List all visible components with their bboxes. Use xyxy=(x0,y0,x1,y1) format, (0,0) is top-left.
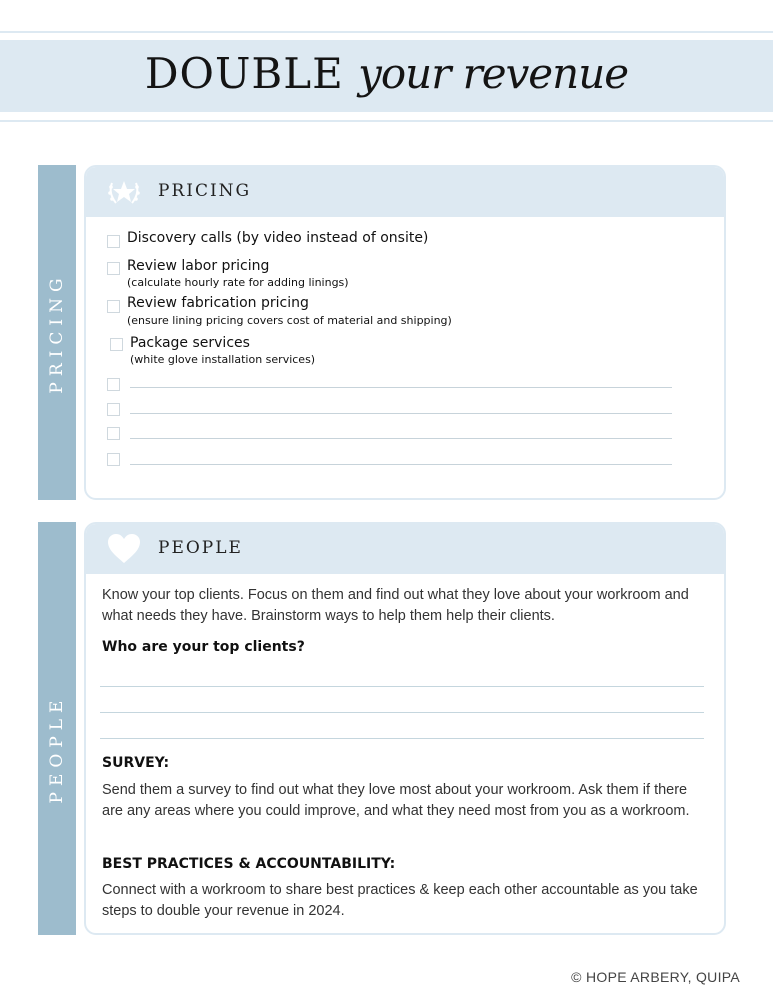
checkbox-discovery[interactable] xyxy=(107,235,120,248)
heart-icon xyxy=(106,532,142,566)
item-labor-sub: (calculate hourly rate for adding linings) xyxy=(127,276,349,289)
item-fabrication-sub: (ensure lining pricing covers cost of material and shipping) xyxy=(127,314,452,327)
title-italic: your revenue xyxy=(358,49,629,98)
item-package-sub: (white glove installation services) xyxy=(130,353,316,366)
pricing-side-bar xyxy=(38,165,76,500)
pricing-heading: PRICING xyxy=(158,181,252,201)
best-practices-label: BEST PRACTICES & ACCOUNTABILITY: xyxy=(102,856,396,872)
checkbox-fabrication[interactable] xyxy=(107,300,120,313)
people-side-label: PEOPLE xyxy=(47,694,67,804)
blank-line-3[interactable] xyxy=(130,438,672,439)
checkbox-blank-3[interactable] xyxy=(107,427,120,440)
checkbox-blank-2[interactable] xyxy=(107,403,120,416)
write-line-3[interactable] xyxy=(100,738,704,739)
checkbox-blank-4[interactable] xyxy=(107,453,120,466)
blank-line-1[interactable] xyxy=(130,387,672,388)
top-clients-question: Who are your top clients? xyxy=(102,639,305,655)
top-rule xyxy=(0,31,773,33)
people-heading: PEOPLE xyxy=(158,538,243,558)
people-intro: Know your top clients. Focus on them and find out what they love about your workroom and what needs they have. Brainstorm ways to help them help their clients. xyxy=(102,587,689,624)
pricing-side-label: PRICING xyxy=(47,271,67,394)
checkbox-package[interactable] xyxy=(110,338,123,351)
pricing-card-header xyxy=(86,167,724,217)
pricing-card xyxy=(84,165,726,500)
bottom-rule xyxy=(0,120,773,122)
item-package: Package services xyxy=(130,335,250,351)
blank-line-2[interactable] xyxy=(130,413,672,414)
item-fabrication: Review fabrication pricing xyxy=(127,295,309,311)
survey-label: SURVEY: xyxy=(102,755,170,771)
people-card-header xyxy=(86,524,724,574)
page-title xyxy=(0,48,773,100)
star-laurel-icon xyxy=(106,175,142,209)
survey-text: Send them a survey to find out what they love most about your workroom. Ask them if there are any areas where you could improve, and what they need most from you as a workroom. xyxy=(102,782,690,819)
write-line-1[interactable] xyxy=(100,686,704,687)
copyright-footer: © HOPE ARBERY, QUIPA xyxy=(571,969,740,985)
best-practices-text: Connect with a workroom to share best practices & keep each other accountable as you take steps to double your revenue in 2024. xyxy=(102,882,698,919)
title-main: DOUBLE xyxy=(144,49,344,98)
write-line-2[interactable] xyxy=(100,712,704,713)
checkbox-labor[interactable] xyxy=(107,262,120,275)
item-discovery: Discovery calls (by video instead of onsite) xyxy=(127,230,429,246)
blank-line-4[interactable] xyxy=(130,464,672,465)
people-side-bar xyxy=(38,522,76,935)
item-labor: Review labor pricing xyxy=(127,258,270,274)
checkbox-blank-1[interactable] xyxy=(107,378,120,391)
people-card xyxy=(84,522,726,935)
